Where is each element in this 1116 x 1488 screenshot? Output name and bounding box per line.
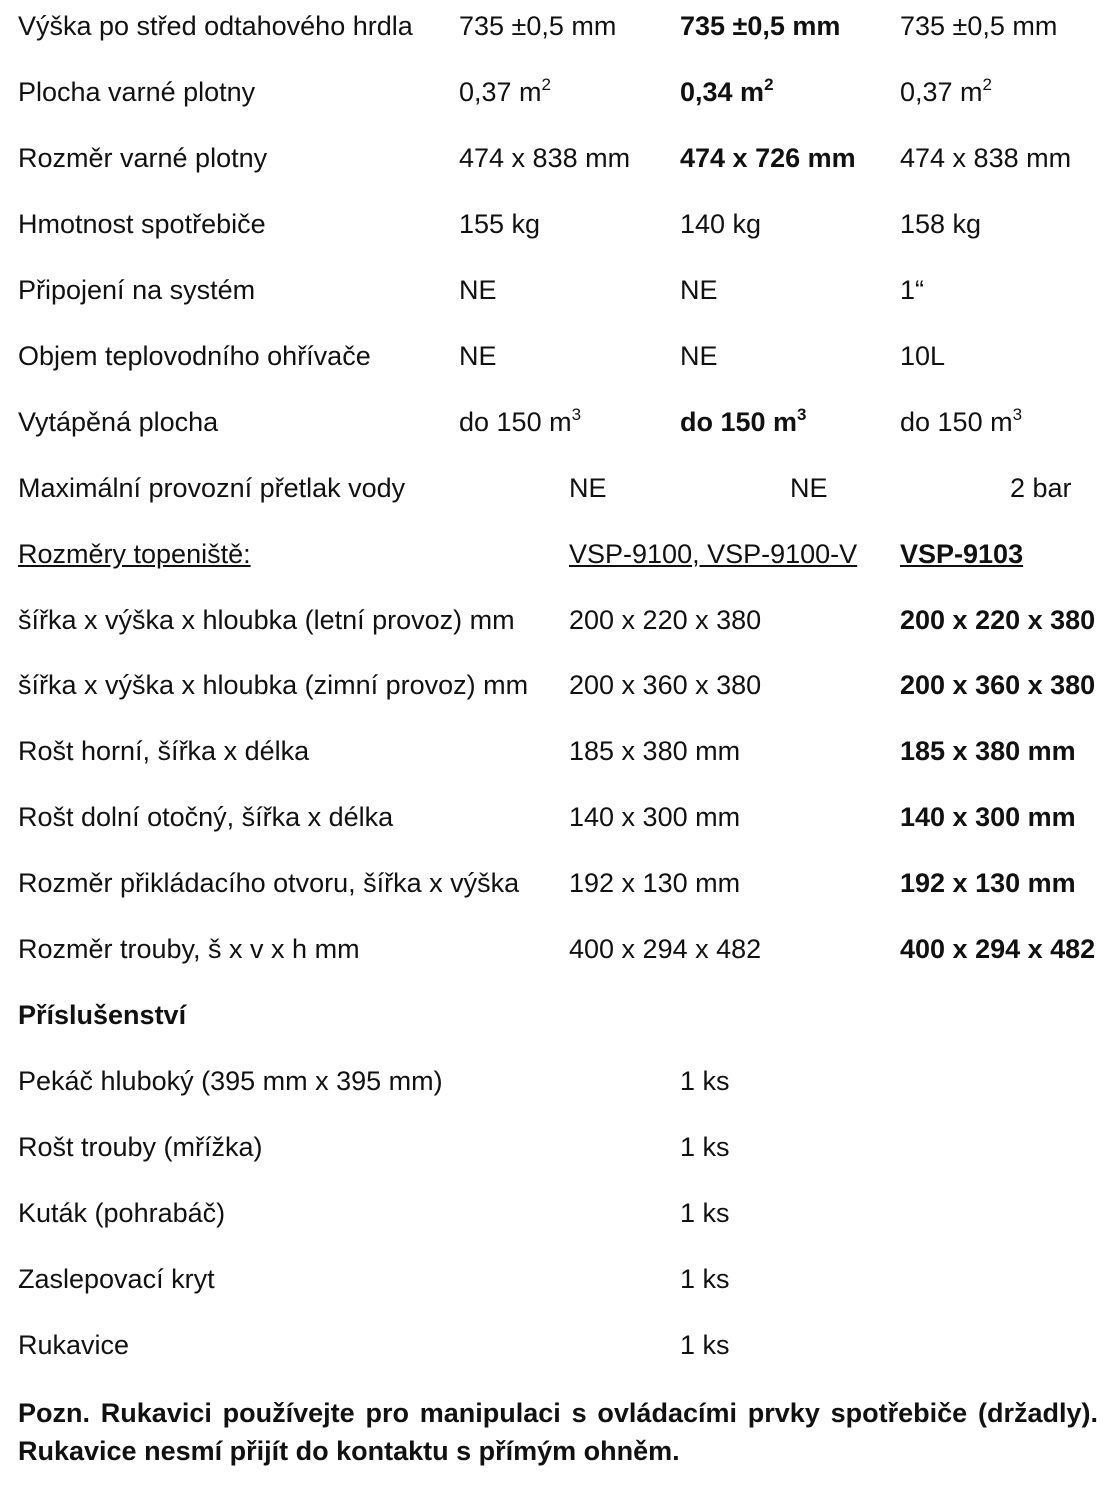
spec-label: Objem teplovodního ohřívače [18,341,371,371]
spec-label: Plocha varné plotny [18,77,256,107]
spec-label: Výška po střed odtahového hrdla [18,11,413,41]
spec-value: 200 x 220 x 380 [900,605,1096,635]
accessory-label: Kuták (pohrabáč) [18,1198,226,1228]
spec-value: 474 x 838 mm [459,143,631,173]
accessory-qty: 1 ks [680,1330,730,1360]
spec-value: 474 x 838 mm [900,143,1072,173]
spec-value: 0,37 $m^2$ [900,75,993,107]
spec-value: 158 kg [900,209,982,239]
accessory-row [0,1127,1116,1167]
spec-label: šířka x výška x hloubka (letní provoz) mm [18,605,515,635]
model-heading: VSP-9103 [900,539,1024,569]
spec-value: 1“ [900,275,925,305]
spec-value: NE [790,473,828,503]
spec-value: 140 x 300 mm [569,802,741,832]
spec-value: 155 kg [459,209,541,239]
spec-value: 400 x 294 x 482 [900,934,1096,964]
spec-label: Rozměr varné plotny [18,143,268,173]
spec-value: 0,34 $m^2$ [680,75,774,107]
spec-label: Rozměr přikládacího otvoru, šířka x výška [18,868,520,898]
spec-label: Připojení na systém [18,275,256,305]
spec-label: Rošt horní, šířka x délka [18,736,310,766]
spec-value: do 150 $m^3$ [900,405,1023,437]
spec-value: NE [680,341,718,371]
firebox-row [0,863,1116,903]
spec-row [0,6,1116,46]
accessory-qty: 1 ks [680,1132,730,1162]
spec-value: NE [569,473,607,503]
spec-label: Rozměr trouby, š x v x h mm [18,934,360,964]
spec-value: 0,37 $m^2$ [459,75,552,107]
section-heading: Příslušenství [18,1000,187,1030]
accessory-row [0,1325,1116,1365]
accessory-row [0,1193,1116,1233]
accessory-label: Pekáč hluboký (395 mm x 395 mm) [18,1066,443,1096]
accessory-label: Rošt trouby (mřížka) [18,1132,263,1162]
pressure-row [0,468,1116,508]
spec-row [0,336,1116,376]
spec-label: šířka x výška x hloubka (zimní provoz) mm [18,670,529,700]
accessory-qty: 1 ks [680,1264,730,1294]
spec-value: 185 x 380 mm [900,736,1076,766]
spec-value: NE [680,275,718,305]
spec-row [0,138,1116,178]
spec-label: Vytápěná plocha [18,407,219,437]
accessories-heading [0,995,1116,1035]
section-heading: Rozměry topeniště: [18,539,251,569]
spec-label: Hmotnost spotřebiče [18,209,266,239]
spec-value: do 150 $m^3$ [459,405,582,437]
spec-value: 185 x 380 mm [569,736,741,766]
spec-value: 2 bar [1010,473,1072,503]
spec-value: 400 x 294 x 482 [569,934,762,964]
spec-value: NE [459,341,497,371]
accessory-row [0,1061,1116,1101]
spec-value: 140 x 300 mm [900,802,1076,832]
spec-value: 200 x 360 x 380 [569,670,762,700]
spec-value: NE [459,275,497,305]
firebox-header [0,534,1116,574]
spec-value: 140 kg [680,209,762,239]
accessory-row [0,1259,1116,1299]
spec-label: Rošt dolní otočný, šířka x délka [18,802,394,832]
firebox-row [0,797,1116,837]
spec-value: 192 x 130 mm [569,868,741,898]
spec-value: 10L [900,341,946,371]
spec-value: 735 ±0,5 mm [680,11,841,41]
spec-row [0,270,1116,310]
spec-value: 735 ±0,5 mm [900,11,1058,41]
spec-row [0,72,1116,112]
accessory-qty: 1 ks [680,1198,730,1228]
spec-value: 200 x 360 x 380 [900,670,1096,700]
firebox-row [0,665,1116,705]
spec-value: 474 x 726 mm [680,143,856,173]
accessory-label: Zaslepovací kryt [18,1264,215,1294]
spec-value: do 150 $m^3$ [680,405,807,437]
spec-row [0,402,1116,442]
spec-value: 192 x 130 mm [900,868,1076,898]
firebox-row [0,929,1116,969]
usage-note: Pozn. Rukavici používejte pro manipulaci s ovládacími prvky spotřebiče (držadly). Rukavice nesmí přijít do kontaktu s přímým ohněm. [18,1398,1098,1466]
accessory-label: Rukavice [18,1330,130,1360]
accessory-qty: 1 ks [680,1066,730,1096]
spec-value: 735 ±0,5 mm [459,11,617,41]
spec-row [0,204,1116,244]
model-heading: VSP-9100, VSP-9100-V [569,539,858,569]
spec-label: Maximální provozní přetlak vody [18,473,406,503]
spec-value: 200 x 220 x 380 [569,605,762,635]
firebox-row [0,600,1116,640]
firebox-row [0,731,1116,771]
